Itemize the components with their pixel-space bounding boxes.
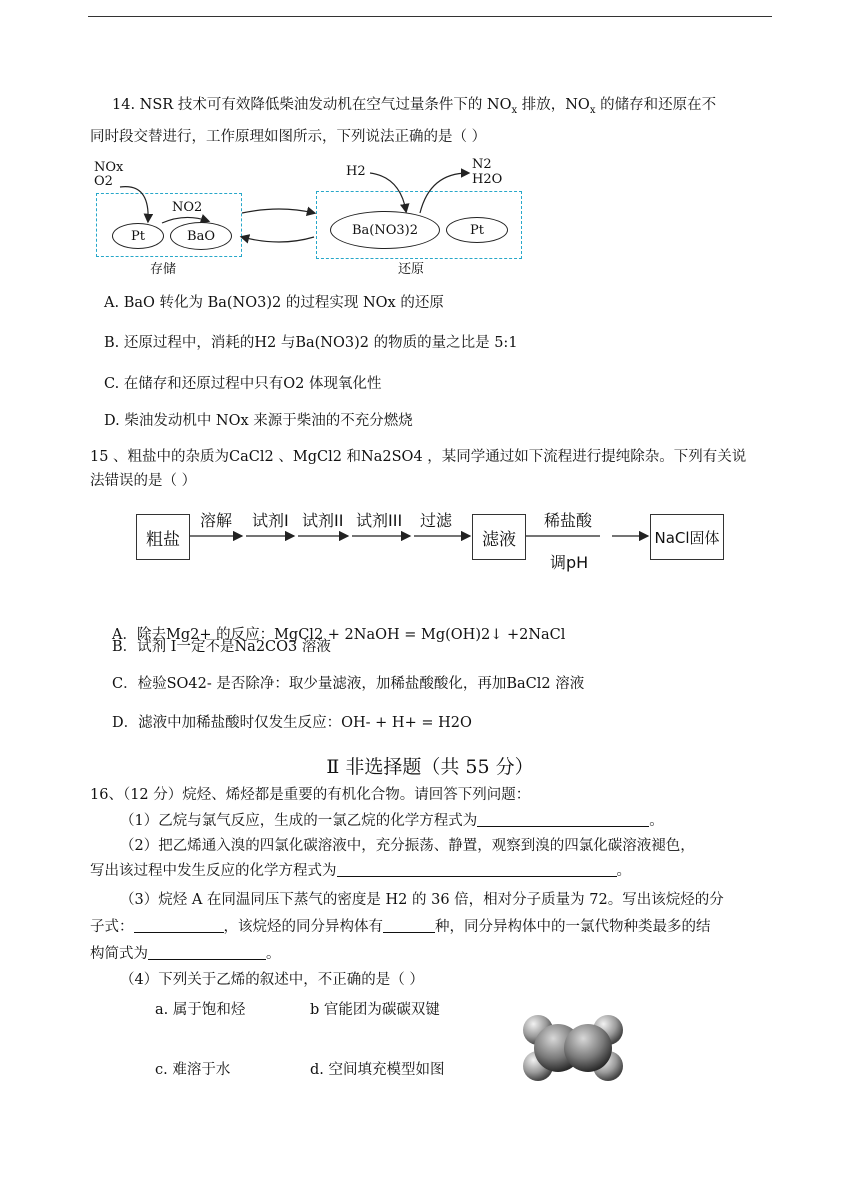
q14-option-a: A. BaO 转化为 Ba(NO3)2 的过程实现 NOx 的还原 (104, 295, 444, 311)
q15-option-c: C．检验SO42- 是否除净：取少量滤液，加稀盐酸酸化，再加BaCl2 溶液 (112, 676, 585, 692)
bao-oval: BaO (170, 222, 232, 250)
flow-step-adjust-ph: 调pH (550, 553, 589, 572)
q16-option-c: c. 难溶于水 (155, 1062, 231, 1078)
q14-stem-line2: 同时段交替进行，工作原理如图所示，下列说法正确的是（ ） (90, 129, 487, 145)
arrow-no2 (162, 217, 208, 223)
q16-option-a: a. 属于饱和烃 (155, 1002, 246, 1018)
fig-o2-label: O2 (94, 174, 113, 189)
q16-part2-text: 写出该过程中发生反应的化学方程式为 (90, 863, 337, 879)
q16-structure-blank[interactable] (148, 944, 266, 960)
fig-store-label: 存储 (150, 262, 177, 277)
q15-option-d: D．滤液中加稀盐酸时仅发生反应：OH- + H+ = H2O (112, 715, 472, 731)
fig-nox-label: NOx (94, 160, 124, 175)
q15-stem-line2: 法错误的是（ ） (90, 473, 197, 489)
q15-stem-line1: 15 、粗盐中的杂质为CaCl2 、MgCl2 和Na2SO4 ，某同学通过如下流程进行提纯除杂。下列有关说 (90, 449, 747, 465)
ethylene-space-filling-model (518, 1008, 628, 1088)
arrow-reduce-to-store (242, 237, 314, 242)
pt-left-oval: Pt (112, 223, 164, 249)
q16-part2-line2: 写出该过程中发生反应的化学方程式为 。 (90, 863, 631, 879)
flow-step-filter: 过滤 (420, 511, 453, 530)
flow-box-crude-salt: 粗盐 (136, 514, 190, 560)
q16-option-b: b 官能团为碳碳双键 (310, 1002, 440, 1018)
arrow-store-to-reduce (242, 209, 314, 213)
banitrate-oval: Ba(NO3)2 (330, 211, 440, 249)
arrow-h2-in (370, 173, 406, 211)
q16-part1-answer-blank[interactable] (477, 811, 649, 827)
q16-part3-line3: 构简式为 。 (90, 946, 281, 962)
flow-arrows (130, 498, 730, 578)
q16-formula-blank[interactable] (134, 917, 224, 933)
q14-option-d: D. 柴油发动机中 NOx 来源于柴油的不充分燃烧 (104, 413, 413, 429)
q14-option-b: B. 还原过程中，消耗的H2 与Ba(NO3)2 的物质的量之比是 5:1 (104, 335, 518, 351)
q15-option-a: A．除去Mg2+ 的反应：MgCl2 + 2NaOH = Mg(OH)2↓ +2NaCl (112, 627, 566, 643)
fig-h2o-label: H2O (472, 172, 503, 187)
q16-part1: （1）乙烷与氯气反应，生成的一氯乙烷的化学方程式为 。 (120, 813, 664, 829)
flow-step-dissolve: 溶解 (200, 511, 233, 530)
nsr-figure (90, 155, 530, 280)
flow-step-reagent3: 试剂III (356, 511, 403, 530)
q16-part3-line1: （3）烷烃 A 在同温同压下蒸气的密度是 H2 的 36 倍，相对分子质量为 72。写出该烷烃的分 (120, 892, 724, 908)
flow-step-hcl: 稀盐酸 (544, 511, 593, 530)
pt-right-oval: Pt (446, 217, 508, 243)
q14-option-c: C. 在储存和还原过程中只有O2 体现氧化性 (104, 376, 382, 392)
q14-stem-line1: 14. NSR 技术可有效降低柴油发动机在空气过量条件下的 $NO_x$ 排放，$NO_x$ 的储存和还原在不 (112, 97, 717, 116)
flow-step-reagent1: 试剂I (252, 511, 289, 530)
q16-part2-line1: （2）把乙烯通入溴的四氯化碳溶液中，充分振荡、静置，观察到溴的四氯化碳溶液褪色， (120, 838, 695, 854)
flow-step-reagent2: 试剂II (302, 511, 344, 530)
q16-isomer-count-blank[interactable] (383, 917, 435, 933)
fig-reduce-label: 还原 (398, 262, 425, 277)
header-rule (88, 16, 772, 17)
fig-no2-label: NO2 (172, 200, 203, 215)
flow-box-nacl-solid: NaCl固体 (650, 514, 724, 560)
fig-arrows (90, 155, 530, 280)
arrow-into-store (120, 187, 148, 221)
q14-stem-part1: 14. NSR 技术可有效降低柴油发动机在空气过量条件下的 NO (112, 97, 512, 113)
q16-part2-answer-blank[interactable] (337, 861, 617, 877)
section-title: Ⅱ 非选择题（共 55 分） (326, 756, 534, 778)
flow-box-filtrate: 滤液 (472, 514, 526, 560)
q16-part4: （4）下列关于乙烯的叙述中，不正确的是（ ） (120, 972, 424, 988)
q16-stem: 16、（12 分）烷烃、烯烃都是重要的有机化合物。请回答下列问题： (90, 787, 531, 803)
fig-h2-label: H2 (346, 164, 366, 179)
fig-n2-label: N2 (472, 157, 492, 172)
q16-part1-text: （1）乙烷与氯气反应，生成的一氯乙烷的化学方程式为 (120, 813, 478, 829)
arrow-out (420, 173, 468, 213)
q16-option-d: d. 空间填充模型如图 (310, 1062, 445, 1078)
q15-option-b: B．试剂 Ⅰ一定不是Na2CO3 溶液 (112, 639, 331, 655)
purification-flowchart (130, 498, 730, 578)
q16-part3-line2: 子式： ，该烷烃的同分异构体有 种，同分异构体中的一氯代物种类最多的结 (90, 919, 711, 935)
